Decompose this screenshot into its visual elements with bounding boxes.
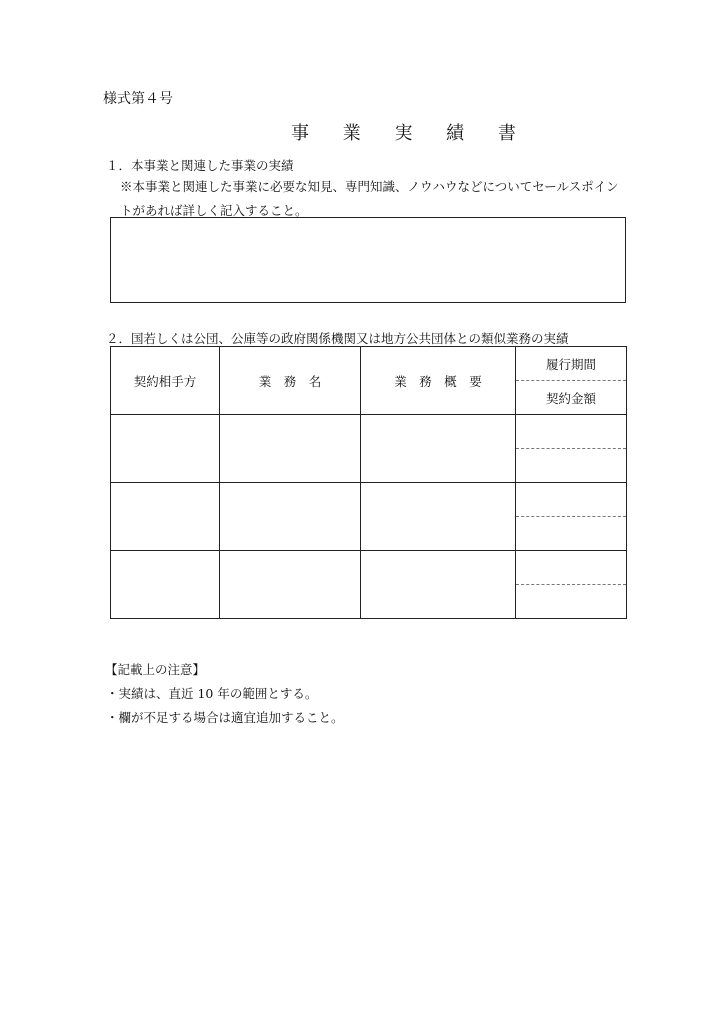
row2-work-summary-cell[interactable] — [361, 483, 516, 551]
similar-work-table — [110, 346, 627, 619]
row3-client-cell[interactable] — [111, 551, 220, 619]
row3-work-summary-cell[interactable] — [361, 551, 516, 619]
notes-heading: 【記載上の注意】 — [105, 662, 206, 677]
row1-work-summary-cell[interactable] — [361, 415, 516, 483]
note-item: ・欄が不足する場合は適宜追加すること。 — [106, 710, 344, 725]
section1-entry-box[interactable] — [110, 217, 626, 303]
header-period: 履行期間 — [516, 347, 627, 381]
row1-client-cell[interactable] — [111, 415, 220, 483]
note-item: ・実績は、直近 10 年の範囲とする。 — [106, 686, 318, 701]
row2-client-cell[interactable] — [111, 483, 220, 551]
row1-amount-cell[interactable] — [516, 449, 627, 483]
header-work-summary: 業 務 概 要 — [361, 347, 516, 415]
section2-heading: ２．国若しくは公団、公庫等の政府関係機関又は地方公共団体との類似業務の実績 — [106, 331, 569, 346]
section1-note-line2: トがあれば詳しく記入すること。 — [120, 203, 308, 218]
row1-work-name-cell[interactable] — [220, 415, 361, 483]
row2-amount-cell[interactable] — [516, 517, 627, 551]
row2-period-cell[interactable] — [516, 483, 627, 517]
row3-period-cell[interactable] — [516, 551, 627, 585]
row3-amount-cell[interactable] — [516, 585, 627, 619]
row3-work-name-cell[interactable] — [220, 551, 361, 619]
section1-note-line1: ※本事業と関連した事業に必要な知見、専門知識、ノウハウなどについてセールスポイン — [120, 179, 619, 194]
header-amount: 契約金額 — [516, 381, 627, 415]
row2-work-name-cell[interactable] — [220, 483, 361, 551]
header-client: 契約相手方 — [111, 347, 220, 415]
section1-heading: １．本事業と関連した事業の実績 — [106, 158, 294, 173]
header-work-name: 業 務 名 — [220, 347, 361, 415]
form-number: 様式第４号 — [103, 91, 173, 107]
row1-period-cell[interactable] — [516, 415, 627, 449]
document-title: 事 業 実 績 書 — [291, 123, 530, 144]
